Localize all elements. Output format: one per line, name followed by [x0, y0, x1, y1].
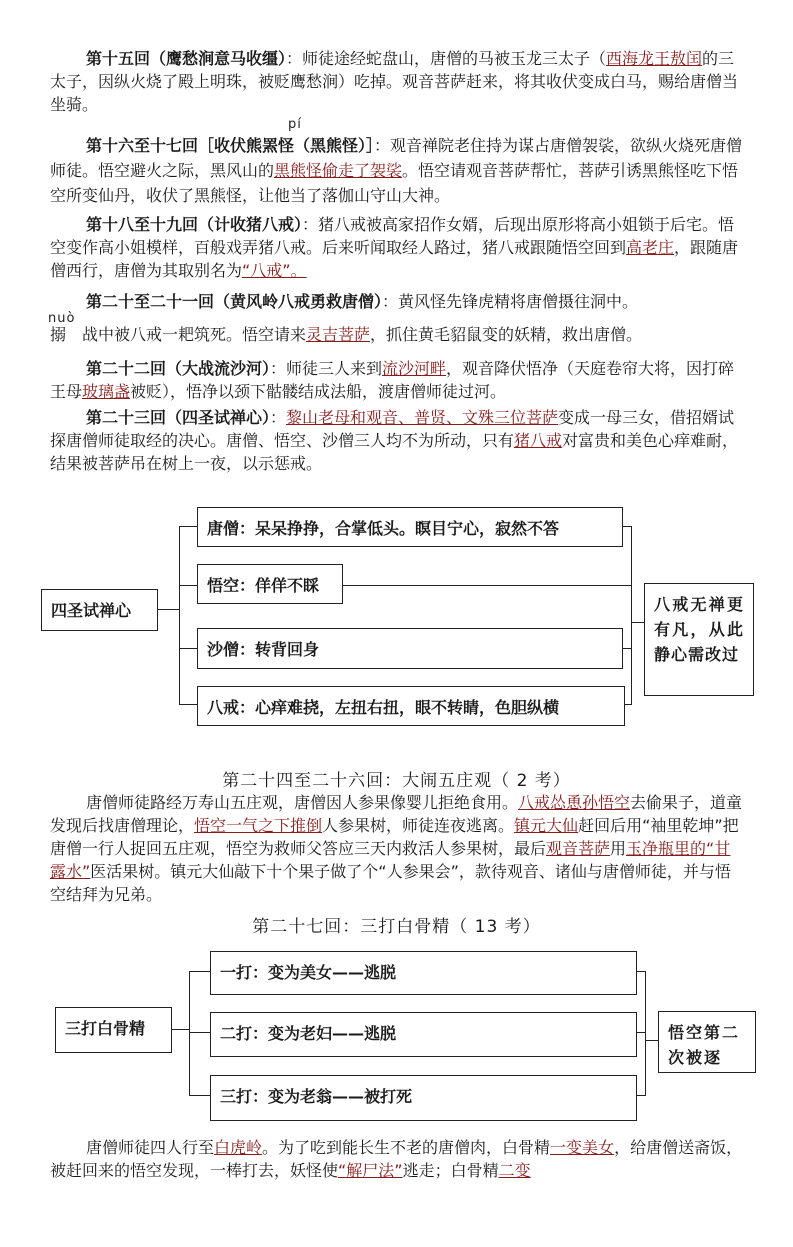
connector-line	[158, 609, 180, 610]
text: ，跟随唐僧西行，唐僧为其取别名为	[50, 238, 739, 280]
chapter-18-paragraph	[50, 213, 746, 282]
diagram1-item-box: 八戒：心痒难挠，左扭右扭，眼不转睛，色胆纵横	[197, 686, 625, 726]
underlined-text: 流沙河畔	[382, 359, 447, 378]
text: ：师徒三人来到	[270, 359, 383, 378]
chapter-20-paragraph-line1	[50, 290, 746, 313]
bracket-line	[179, 526, 180, 704]
text: 对富贵和美色心痒难耐，结果被菩萨吊在树上一夜，以示惩戒。	[50, 431, 739, 473]
text: 变成一母三女，借招婿试探唐僧师徒取经的决心。唐僧、悟空、沙僧三人均不为所动，只有	[50, 408, 735, 450]
chapter-16-paragraph	[50, 133, 746, 208]
text: 。为了吃到能长生不老的唐僧肉，白骨精	[262, 1138, 551, 1157]
underlined-text: 玉净瓶里的“甘露水”	[50, 839, 731, 881]
connector-line	[637, 1032, 646, 1033]
text: 医活果树。镇元大仙敲下十个果子做了个“人参果会”，款待观音、诸仙与唐僧师徒，并与悟空结拜为兄弟。	[50, 862, 731, 904]
underlined-text: 二变	[498, 1161, 531, 1180]
text: ，给唐僧送斋饭，被赶回来的悟空发现，一棒打去，妖怪使	[50, 1138, 743, 1180]
text: ，观音降伏悟净（天庭卷帘大将，因打碎王母	[50, 359, 735, 401]
chapter-16-title: 第十六至十七回［收伏熊罴怪（黑熊怪）］	[86, 136, 375, 155]
connector-line	[179, 704, 197, 705]
chapter-23-title: 第二十三回（四圣试禅心）	[86, 408, 271, 427]
connector-line	[637, 971, 646, 972]
connector-line	[623, 648, 632, 649]
underlined-text: 悟空一气之下推倒	[194, 816, 323, 835]
underlined-text: 镇元大仙	[514, 816, 579, 835]
underlined-text: 一变美女	[550, 1138, 615, 1157]
diagram2-item-box: 二打：变为老妇——逃脱	[210, 1012, 637, 1057]
underlined-text: 猪八戒	[514, 431, 563, 450]
chapter-27-heading: 第二十七回：三打白骨精（ 13 考）	[252, 917, 541, 937]
connector-line	[343, 585, 632, 586]
chapter-18-title: 第十八至十九回（计收猪八戒）	[86, 215, 303, 234]
chapter-15-title: 第十五回（鹰愁涧意马收缰）	[86, 49, 287, 68]
connector-line	[625, 704, 632, 705]
chapter-27-paragraph	[50, 1136, 746, 1182]
connector-line	[179, 585, 197, 586]
underlined-text: “八戒”。	[242, 261, 307, 280]
text: 去偷果子，道童发现后找唐僧理论，	[50, 793, 743, 835]
annotated-character: 搦	[50, 325, 67, 344]
diagram1-conclusion-box: 八戒无禅更有凡，从此静心需改过	[644, 583, 754, 696]
chapter-24-heading: 第二十四至二十六回：大闹五庄观（ 2 考）	[222, 771, 571, 791]
connector-line	[179, 526, 197, 527]
underlined-text: 西海龙王敖闰	[606, 49, 703, 68]
text: 的三太子，因纵火烧了殿上明珠，被贬鹰愁涧）吃掉。观音菩萨赶来，将其收伏变成白马，赐给唐僧当坐骑。	[50, 49, 739, 114]
chapter-20-title: 第二十至二十一回（黄风岭八戒勇救唐僧）	[86, 292, 383, 311]
diagram2-item-box: 一打：变为美女——逃脱	[210, 951, 637, 995]
chapter-20-paragraph-line2	[50, 323, 746, 346]
text: 唐僧师徒四人行至	[86, 1138, 215, 1157]
pinyin-annotation: nuò	[48, 311, 76, 326]
text: ：师徒途经蛇盘山，唐僧的马被玉龙三太子（	[286, 49, 607, 68]
underlined-text: 玻璃盏	[82, 382, 131, 401]
underlined-text: 高老庄	[626, 238, 675, 257]
text: 战中被八戒一耙筑死。悟空请来	[82, 325, 307, 344]
text: 逃走；白骨精	[402, 1161, 499, 1180]
connector-line	[189, 1032, 210, 1033]
bracket-line	[631, 526, 632, 704]
diagram2-item-box: 三打：变为老翁——被打死	[210, 1075, 637, 1121]
text: 赶回后用“袖里乾坤”把唐僧一行人捉回五庄观，悟空为救师父答应三天内救活人参果树，最后	[50, 816, 739, 858]
diagram1-item-box: 唐僧：呆呆挣挣，合掌低头。瞑目宁心，寂然不答	[197, 507, 623, 547]
chapter-15-paragraph	[50, 47, 746, 116]
connector-line	[172, 1029, 190, 1030]
text: ：猪八戒被高家招作女婿，后现出原形将高小姐锁于后宅。悟空变作高小姐模样，百般戏弄猪八戒。后来听闻取经人路过，猪八戒跟随悟空回到	[50, 215, 735, 257]
diagram2-conclusion-box: 悟空第二次被逐	[658, 1011, 756, 1073]
text: ：黄风怪先锋虎精将唐僧摄往洞中。	[382, 292, 639, 311]
connector-line	[623, 526, 632, 527]
connector-line	[631, 622, 644, 623]
pinyin-annotation: pí	[288, 117, 302, 132]
underlined-text: 白虎岭	[214, 1138, 263, 1157]
connector-line	[645, 1040, 659, 1041]
text: ：观音禅院老住持为谋占唐僧袈裟，欲纵火烧死唐僧师徒。悟空避火之际，黑风山的	[50, 136, 743, 180]
chapter-22-paragraph	[50, 357, 746, 403]
chapter-24-paragraph	[50, 791, 746, 906]
underlined-text: “解尸法”	[338, 1161, 403, 1180]
text: 用	[610, 839, 627, 858]
text: ，抓住黄毛貂鼠变的妖精，救出唐僧。	[370, 325, 643, 344]
text: 被贬），悟净以颈下骷髅结成法船，渡唐僧师徒过河。	[130, 382, 507, 401]
chapter-23-paragraph	[50, 406, 746, 475]
text: 唐僧师徒路经万寿山五庄观，唐僧因人参果像婴儿拒绝食用。	[86, 793, 519, 812]
chapter-22-title: 第二十二回（大战流沙河）	[86, 359, 271, 378]
diagram1-root-box: 四圣试禅心	[41, 589, 158, 631]
diagram1-item-box: 沙僧：转背回身	[197, 628, 623, 669]
text: 人参果树，师徒连夜逃离。	[322, 816, 515, 835]
text: ：	[270, 408, 287, 427]
diagram1-item-box: 悟空：佯佯不睬	[197, 564, 343, 604]
connector-line	[189, 971, 210, 972]
diagram2-root-box: 三打白骨精	[55, 1007, 172, 1053]
underlined-text: 观音菩萨	[546, 839, 611, 858]
text: 。悟空请观音菩萨帮忙，菩萨引诱黑熊怪吃下悟空所变仙丹，收伏了黑熊怪，让他当了落伽山守山大神。	[50, 161, 739, 205]
connector-line	[189, 1095, 210, 1096]
underlined-text: 黑熊怪偷走了袈裟	[274, 161, 403, 180]
underlined-text: 灵吉菩萨	[306, 325, 371, 344]
connector-line	[637, 1095, 646, 1096]
underlined-text: 八戒怂恿孙悟空	[518, 793, 631, 812]
underlined-text: 黎山老母和观音、普贤、文殊三位菩萨	[286, 408, 559, 427]
connector-line	[179, 648, 197, 649]
